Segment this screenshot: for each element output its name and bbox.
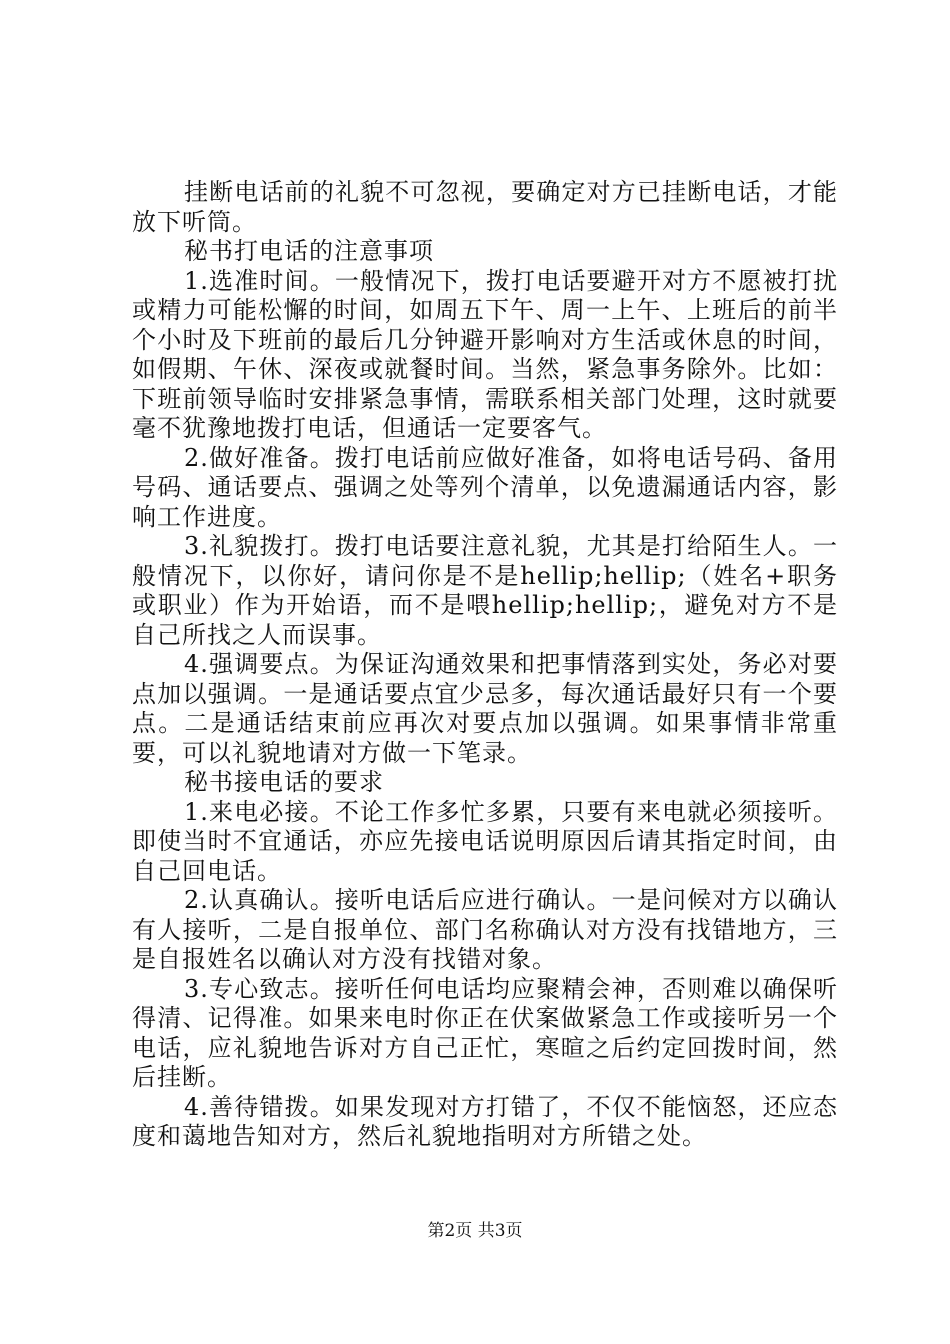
paragraph-prepare: 2.做好准备。拨打电话前应做好准备，如将电话号码、备用号码、通话要点、强调之处等列个清单，以免遗漏通话内容，影响工作进度。 bbox=[132, 443, 838, 531]
paragraph-confirm: 2.认真确认。接听电话后应进行确认。一是问候对方以确认有人接听，二是自报单位、部门名称确认对方没有找错地方，三是自报姓名以确认对方没有找错对象。 bbox=[132, 886, 838, 973]
paragraph-wrong-number: 4.善待错拨。如果发现对方打错了，不仅不能恼怒，还应态度和蔼地告知对方，然后礼貌地指明对方所错之处。 bbox=[132, 1092, 838, 1150]
paragraph-always-answer: 1.来电必接。不论工作多忙多累，只要有来电就必须接听。即使当时不宜通话，亦应先接电话说明原因后请其指定时间，由自己回电话。 bbox=[132, 797, 838, 885]
heading-answering-calls: 秘书接电话的要求 bbox=[184, 768, 384, 796]
document-body bbox=[132, 178, 838, 1152]
paragraph-choose-time: 1.选准时间。一般情况下，拨打电话要避开对方不愿被打扰或精力可能松懈的时间，如周五下午、周一上午、上班后的前半个小时及下班前的最后几分钟避开影响对方生活或休息的时间，如假期、午休、深夜或就餐时间。当然，紧急事务除外。比如：下班前领导临时安排紧急事情，需联系相关部门处理，这时就要毫不犹豫地拨打电话，但通话一定要客气。 bbox=[132, 266, 838, 442]
page-number: 第2页 共3页 bbox=[427, 1221, 523, 1241]
page-footer bbox=[0, 1216, 950, 1241]
paragraph-focus: 3.专心致志。接听任何电话均应聚精会神，否则难以确保听得清、记得准。如果来电时你正在伏案做紧急工作或接听另一个电话，应礼貌地告诉对方自己正忙，寒暄之后约定回拨时间，然后挂断。 bbox=[132, 974, 838, 1091]
heading-making-calls: 秘书打电话的注意事项 bbox=[184, 237, 434, 265]
paragraph-hangup-courtesy: 挂断电话前的礼貌不可忽视，要确定对方已挂断电话，才能放下听筒。 bbox=[132, 178, 838, 236]
paragraph-emphasize-points: 4.强调要点。为保证沟通效果和把事情落到实处，务必对要点加以强调。一是通话要点宜少忌多，每次通话最好只有一个要点。二是通话结束前应再次对要点加以强调。如果事情非常重要，可以礼貌地请对方做一下笔录。 bbox=[132, 650, 838, 767]
paragraph-polite-dialing: 3.礼貌拨打。拨打电话要注意礼貌，尤其是打给陌生人。一般情况下，以你好，请问你是不是hellip;hellip;（姓名+职务或职业）作为开始语，而不是喂hellip;hellip;，避免对方不是自己所找之人而误事。 bbox=[132, 532, 838, 649]
